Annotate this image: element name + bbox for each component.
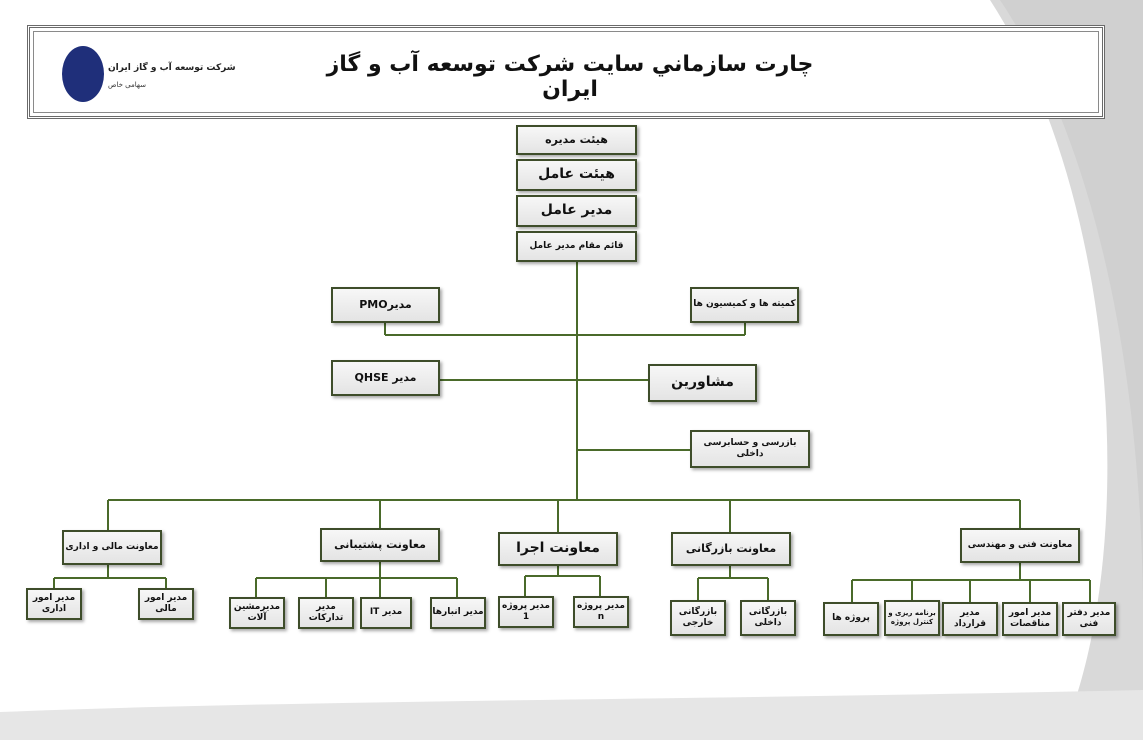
financial-affairs-manager-box: مدیر امور مالی	[138, 588, 194, 620]
internal-audit-box: بازرسی و حسابرسی داخلی	[690, 430, 810, 468]
admin-affairs-manager-box: مدیر امور اداری	[26, 588, 82, 620]
logo-company-type: سهامی خاص	[108, 81, 146, 89]
board-of-directors-box: هیئت مدیره	[516, 125, 637, 155]
warehouse-manager-box: مدیر انبارها	[430, 597, 486, 629]
executive-board-box: هیئت عامل	[516, 159, 637, 191]
logo-company-name: شرکت توسعه آب و گاز ایران	[108, 63, 236, 73]
contract-manager-box: مدیر قرارداد	[942, 602, 998, 636]
advisors-box: مشاورین	[648, 364, 757, 402]
foreign-commerce-box: بازرگانی خارجی	[670, 600, 726, 636]
pmo-manager-box: مدیرPMO	[331, 287, 440, 323]
technical-office-manager-box: مدیر دفتر فنی	[1062, 602, 1116, 636]
it-manager-box: مدیر IT	[360, 597, 412, 629]
tenders-manager-box: مدیر امور مناقصات	[1002, 602, 1058, 636]
page-title: چارت سازماني سايت شركت توسعه آب و گاز ايران	[326, 52, 814, 102]
ceo-box: مدیر عامل	[516, 195, 637, 227]
project-planning-control-box: برنامه ریزی و کنترل پروژه	[884, 600, 940, 636]
execution-deputy-box: معاونت اجرا	[498, 532, 618, 566]
projects-box: پروژه ها	[823, 602, 879, 636]
qhse-manager-box: مدیر QHSE	[331, 360, 440, 396]
project-manager-n-box: مدیر پروژه n	[573, 596, 629, 628]
finance-admin-deputy-box: معاونت مالی و اداری	[62, 530, 162, 565]
project-manager-1-box: مدیر پروژه 1	[498, 596, 554, 628]
machinery-manager-box: مدیرمشین آلات	[229, 597, 285, 629]
technical-engineering-deputy-box: معاونت فنی و مهندسی	[960, 528, 1080, 563]
deputy-ceo-box: قائم مقام مدیر عامل	[516, 231, 637, 262]
commercial-deputy-box: معاونت بازرگانی	[671, 532, 791, 566]
committees-box: کمیته ها و کمیسیون ها	[690, 287, 799, 323]
support-deputy-box: معاونت پشتیبانی	[320, 528, 440, 562]
procurement-manager-box: مدیر تدارکات	[298, 597, 354, 629]
domestic-commerce-box: بازرگانی داخلی	[740, 600, 796, 636]
